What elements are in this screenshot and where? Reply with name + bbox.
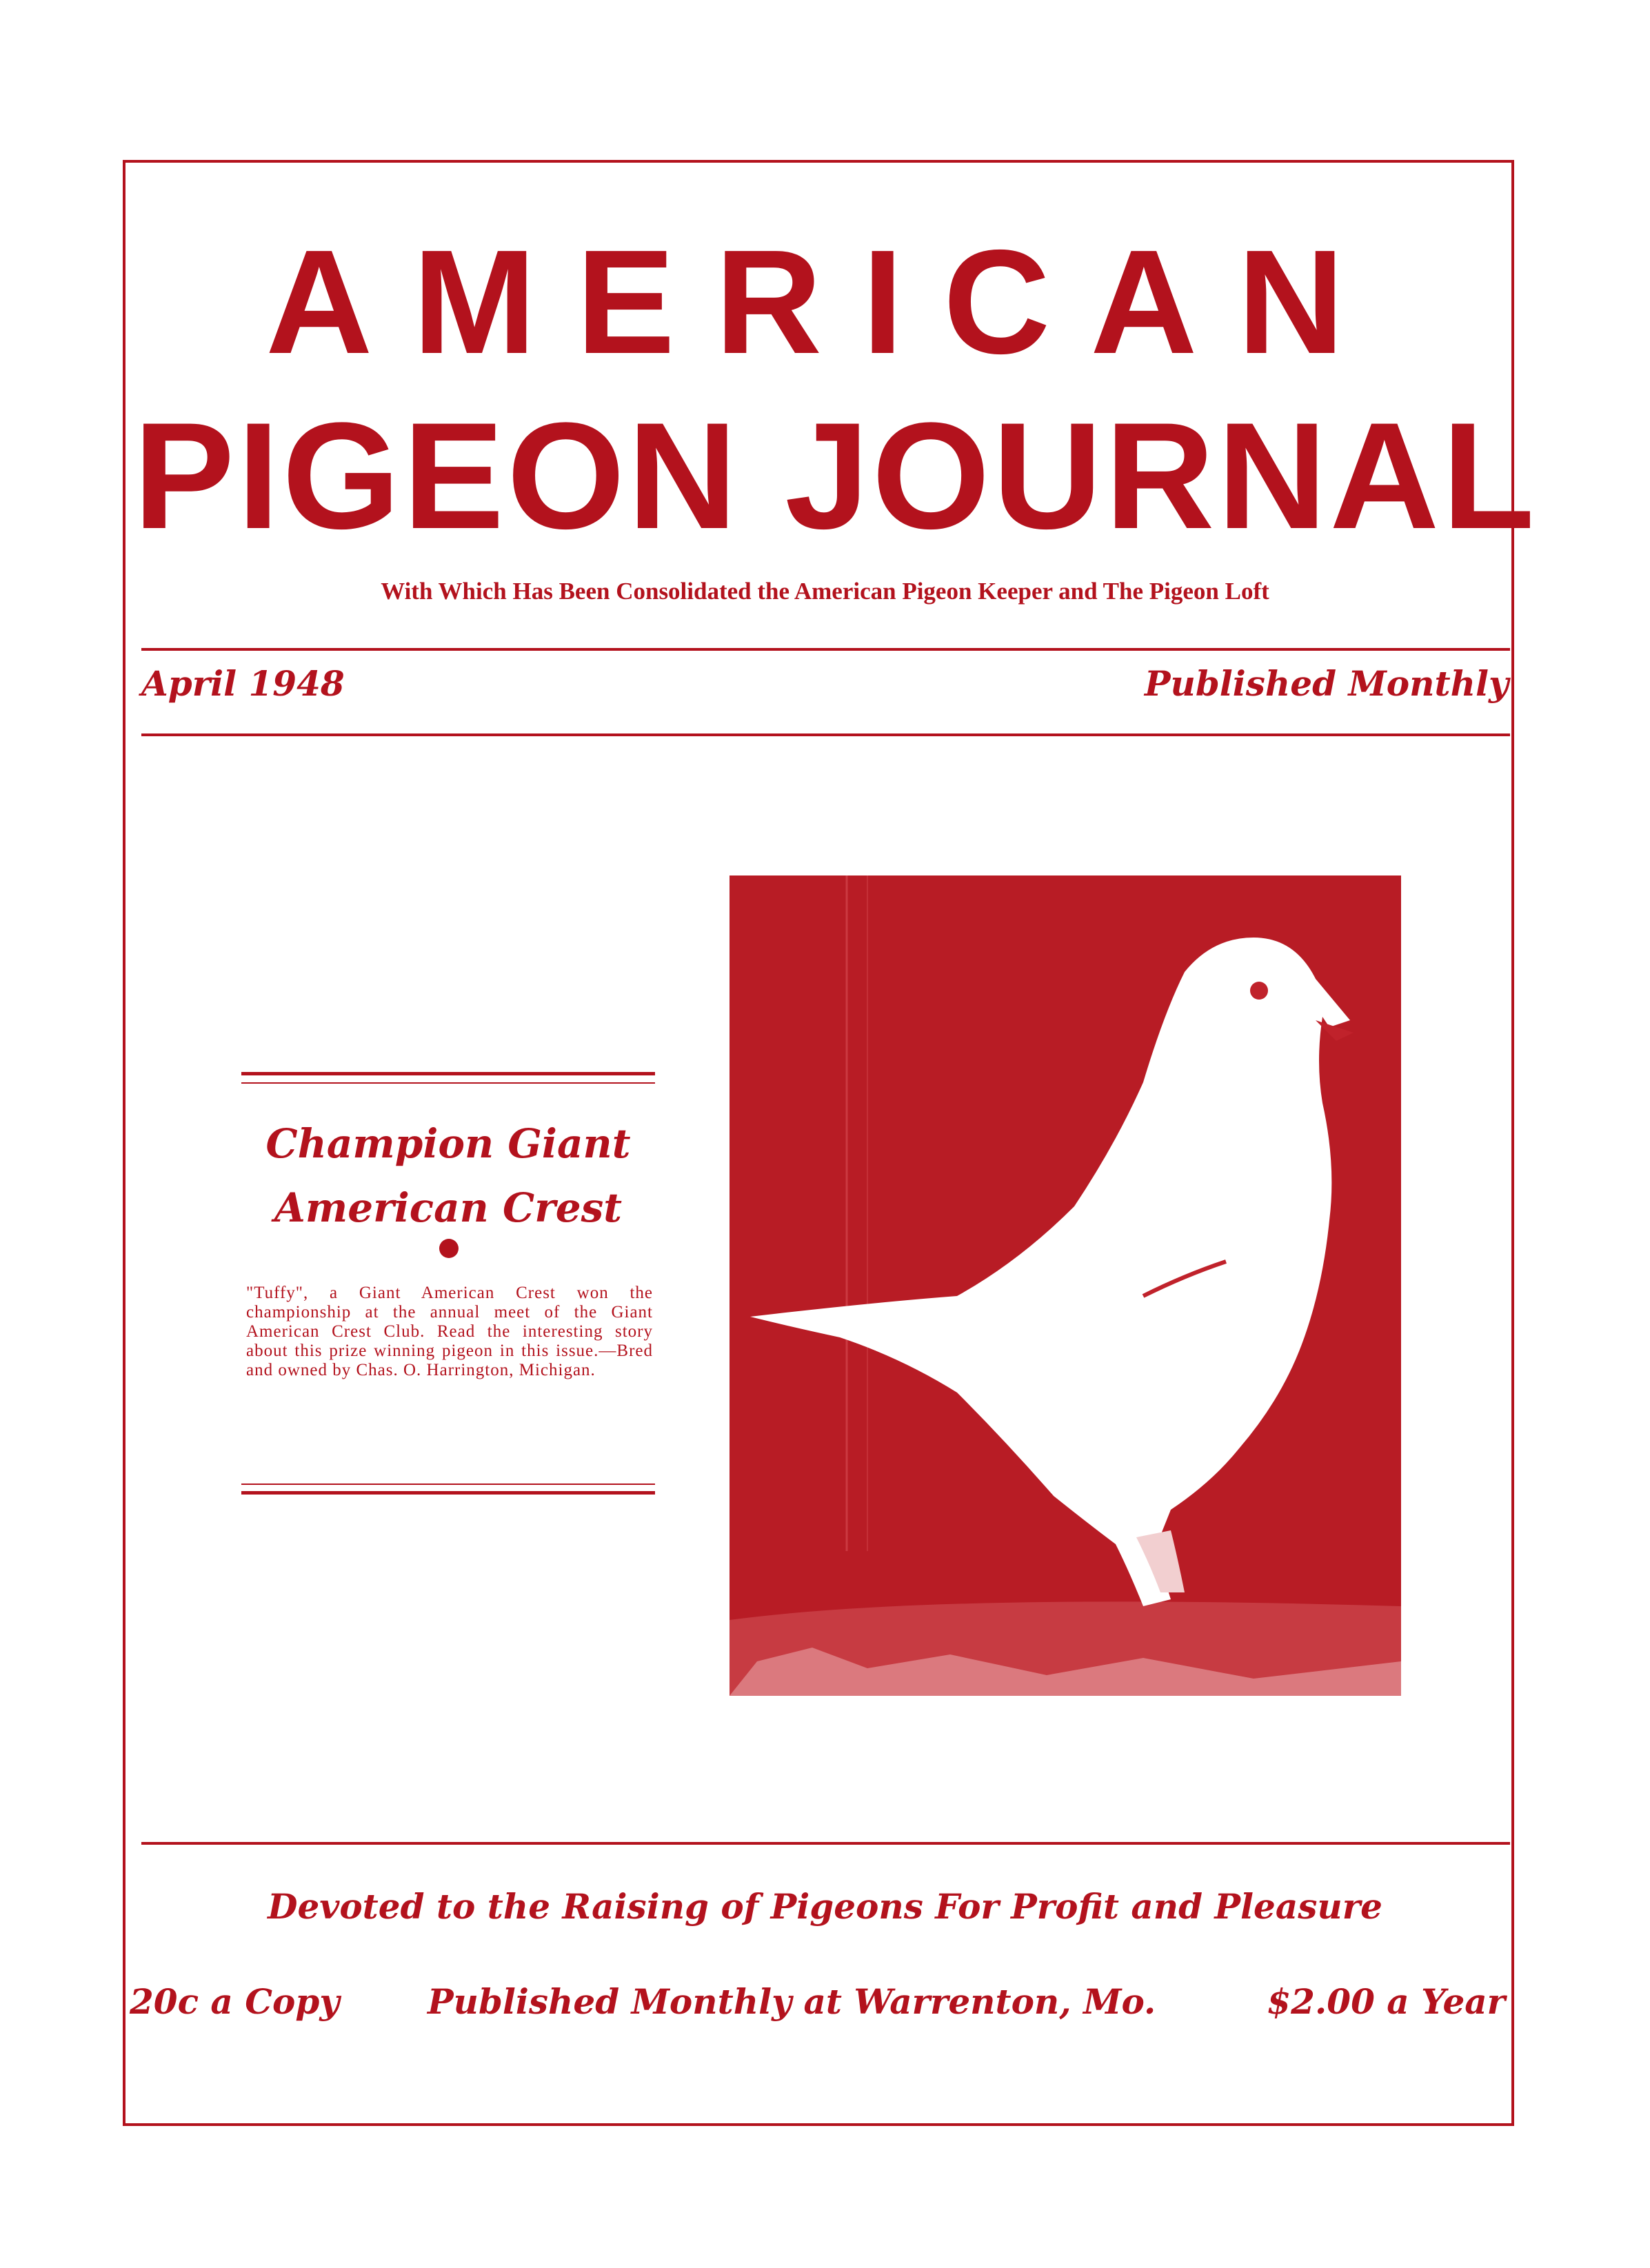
issue-frequency: Published Monthly (1144, 663, 1509, 704)
header-rule-top (141, 648, 1510, 651)
footer-price-copy: 20c a Copy (130, 1981, 340, 2022)
caption-title-line2: American Crest (274, 1184, 623, 1231)
caption-rule-bottom (241, 1491, 655, 1495)
masthead-title-line1: AMERICAN (265, 219, 1385, 385)
caption-rule-bottom-thin (241, 1484, 655, 1485)
footer-tagline: Devoted to the Raising of Pigeons For Profit and Pleasure (268, 1886, 1382, 1927)
footer-rule (141, 1842, 1510, 1845)
masthead-title-line2: PIGEON JOURNAL (133, 391, 1538, 560)
pigeon-photo (730, 875, 1401, 1696)
caption-rule-top-thin (241, 1082, 655, 1084)
footer-price-year: $2.00 a Year (1267, 1981, 1505, 2022)
masthead-subtitle: With Which Has Been Consolidated the American Pigeon Keeper and The Pigeon Loft (381, 578, 1269, 605)
issue-date: April 1948 (141, 663, 345, 704)
caption-bullet (439, 1239, 459, 1258)
footer-publisher: Published Monthly at Warrenton, Mo. (427, 1981, 1156, 2022)
header-rule-bottom (141, 733, 1510, 736)
caption-text: "Tuffy", a Giant American Crest won the championship at the annual meet of the Giant American Crest Club. Read the interesting story about this prize winning pigeon in this issue.—Bred and owned by Chas. O. Harrington, Michigan. (246, 1284, 653, 1379)
caption-rule-top (241, 1072, 655, 1075)
caption-title-line1: Champion Giant (265, 1120, 631, 1167)
